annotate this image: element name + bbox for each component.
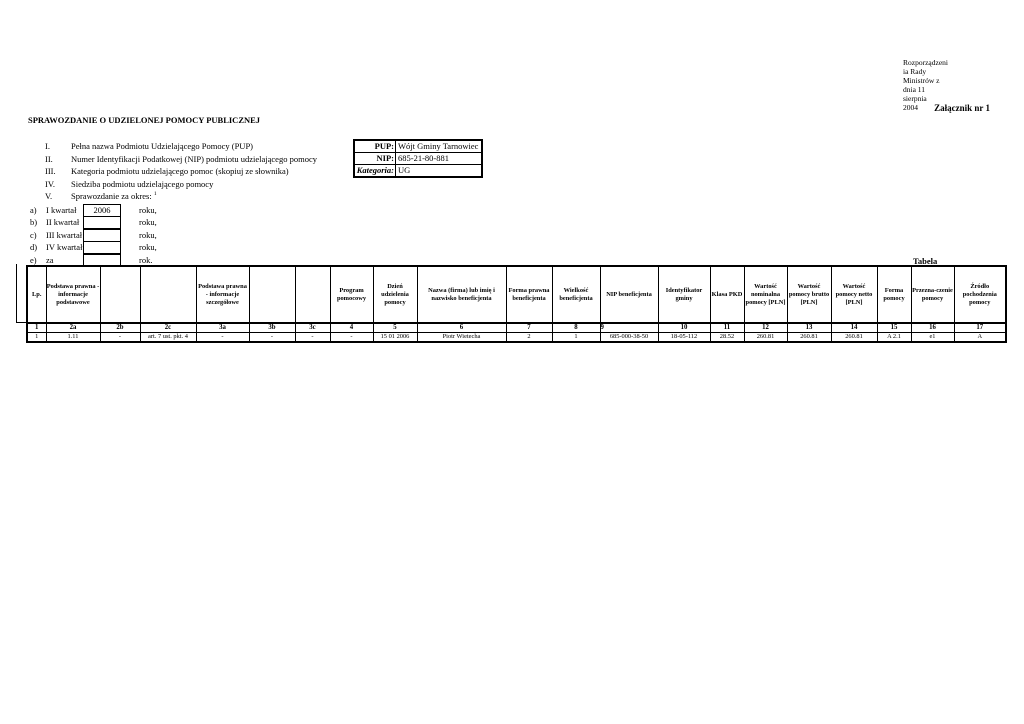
info-box: [353, 139, 483, 178]
column-number: 7: [506, 323, 552, 333]
column-header: Nazwa (firma) lub imię i nazwisko beneficjenta: [417, 266, 506, 323]
column-header: Wielkość beneficjenta: [552, 266, 600, 323]
column-header: Lp.: [27, 266, 46, 323]
column-header: Podstawa prawna - informacje szczegółowe: [196, 266, 249, 323]
table-cell[interactable]: A: [954, 333, 1006, 343]
period-suffix: roku,: [139, 205, 157, 215]
column-header: [249, 266, 295, 323]
table-cell[interactable]: -: [295, 333, 330, 343]
table-caption: Tabela: [913, 256, 938, 266]
column-number: 8: [552, 323, 600, 333]
pup-value[interactable]: Wójt Gminy Tarnowiec: [396, 140, 483, 153]
column-header: Forma pomocy: [877, 266, 911, 323]
table-cell[interactable]: 685-000-38-50: [600, 333, 658, 343]
period-suffix: roku,: [139, 217, 157, 227]
column-header: Wartość nominalna pomocy [PLN]: [744, 266, 787, 323]
column-number: 3b: [249, 323, 295, 333]
table-cell[interactable]: 18-05-112: [658, 333, 710, 343]
column-number-row: [27, 323, 1006, 333]
column-header: [295, 266, 330, 323]
section-3: III. Kategoria podmiotu udzielającego pomoc (skopiuj ze słownika): [45, 166, 289, 176]
period-year-box[interactable]: [83, 216, 121, 229]
period-row: d) IV kwartał: [30, 242, 83, 252]
column-number: 4: [330, 323, 373, 333]
column-number: 13: [787, 323, 831, 333]
regulation-note: [903, 58, 973, 130]
period-suffix: roku,: [139, 242, 157, 252]
column-header: Wartość pomocy netto [PLN]: [831, 266, 877, 323]
period-year-box[interactable]: [83, 241, 121, 254]
table-cell[interactable]: e1: [911, 333, 954, 343]
table-cell[interactable]: 1.11: [46, 333, 100, 343]
section-2: II. Numer Identyfikacji Podatkowej (NIP) podmiotu udzielającego pomocy: [45, 154, 317, 164]
column-number: 1: [27, 323, 46, 333]
column-header: Forma prawna beneficjenta: [506, 266, 552, 323]
table-cell[interactable]: Piotr Wietecha: [417, 333, 506, 343]
column-number: 14: [831, 323, 877, 333]
period-suffix: rok.: [139, 255, 153, 265]
attachment-label: Załącznik nr 1: [934, 103, 990, 113]
table-cell[interactable]: -: [196, 333, 249, 343]
regulation-note-line: dnia 11: [903, 85, 926, 94]
column-number: 5: [373, 323, 417, 333]
column-number: 15: [877, 323, 911, 333]
column-number: 2a: [46, 323, 100, 333]
regulation-note-line: sierpnia: [903, 94, 927, 103]
column-header: Źródło pochodzenia pomocy: [954, 266, 1006, 323]
aid-table: [26, 265, 1007, 343]
table-cell[interactable]: A 2.1: [877, 333, 911, 343]
pup-label: PUP:: [354, 140, 396, 153]
section-1: I. Pełna nazwa Podmiotu Udzielającego Pomocy (PUP): [45, 141, 254, 151]
column-number: 3a: [196, 323, 249, 333]
period-suffix: roku,: [139, 230, 157, 240]
table-cell[interactable]: -: [249, 333, 295, 343]
column-number: 3c: [295, 323, 330, 333]
section-5: V. Sprawozdanie za okres: $^1$: [45, 191, 157, 201]
period-row: e) za: [30, 255, 54, 265]
table-cell[interactable]: 28.52: [710, 333, 744, 343]
period-row: c) III kwartał: [30, 230, 83, 240]
regulation-note-line: 2004: [903, 103, 918, 112]
table-cell[interactable]: 2: [506, 333, 552, 343]
period-row: a) I kwartał: [30, 205, 77, 215]
column-header: Podstawa prawna - informacje podstawowe: [46, 266, 100, 323]
header-row: [27, 266, 1006, 323]
column-header: Program pomocowy: [330, 266, 373, 323]
column-number: 17: [954, 323, 1006, 333]
column-number: 12: [744, 323, 787, 333]
column-number: 11: [710, 323, 744, 333]
period-year-box[interactable]: 2006: [83, 204, 121, 217]
column-number: 16: [911, 323, 954, 333]
column-number: 9: [600, 323, 658, 333]
table-cell[interactable]: -: [330, 333, 373, 343]
regulation-note-line: Ministrów z: [903, 76, 940, 85]
table-cell[interactable]: art. 7 ust. pkt. 4: [140, 333, 196, 343]
category-value[interactable]: UG: [396, 165, 483, 178]
table-cell[interactable]: 1: [27, 333, 46, 343]
column-header: Klasa PKD: [710, 266, 744, 323]
section-4: IV. Siedziba podmiotu udzielającego pomocy: [45, 179, 214, 189]
column-header: Wartość pomocy brutto [PLN]: [787, 266, 831, 323]
column-header: Identyfikator gminy: [658, 266, 710, 323]
column-header: [100, 266, 140, 323]
table-cell[interactable]: 15 01 2006: [373, 333, 417, 343]
table-cell[interactable]: 1: [552, 333, 600, 343]
column-header: NIP beneficjenta: [600, 266, 658, 323]
regulation-note-line: Rozporządzeni: [903, 58, 948, 67]
column-header: Dzień udzielenia pomocy: [373, 266, 417, 323]
nip-label: NIP:: [354, 153, 396, 165]
table-cell[interactable]: -: [100, 333, 140, 343]
column-number: 2c: [140, 323, 196, 333]
column-number: 10: [658, 323, 710, 333]
column-number: 2b: [100, 323, 140, 333]
regulation-note-line: ia Rady: [903, 67, 927, 76]
table-cell[interactable]: 260.81: [831, 333, 877, 343]
column-number: 6: [417, 323, 506, 333]
table-row: [27, 333, 1006, 343]
period-row: b) II kwartał: [30, 217, 80, 227]
table-cell[interactable]: 260.81: [787, 333, 831, 343]
column-header: Przezna-czenie pomocy: [911, 266, 954, 323]
report-title: SPRAWOZDANIE O UDZIELONEJ POMOCY PUBLICZNEJ: [28, 115, 261, 125]
nip-value[interactable]: 685-21-80-881: [396, 153, 483, 165]
column-header: [140, 266, 196, 323]
table-cell[interactable]: 260.81: [744, 333, 787, 343]
category-label: Kategoria:: [354, 165, 396, 178]
